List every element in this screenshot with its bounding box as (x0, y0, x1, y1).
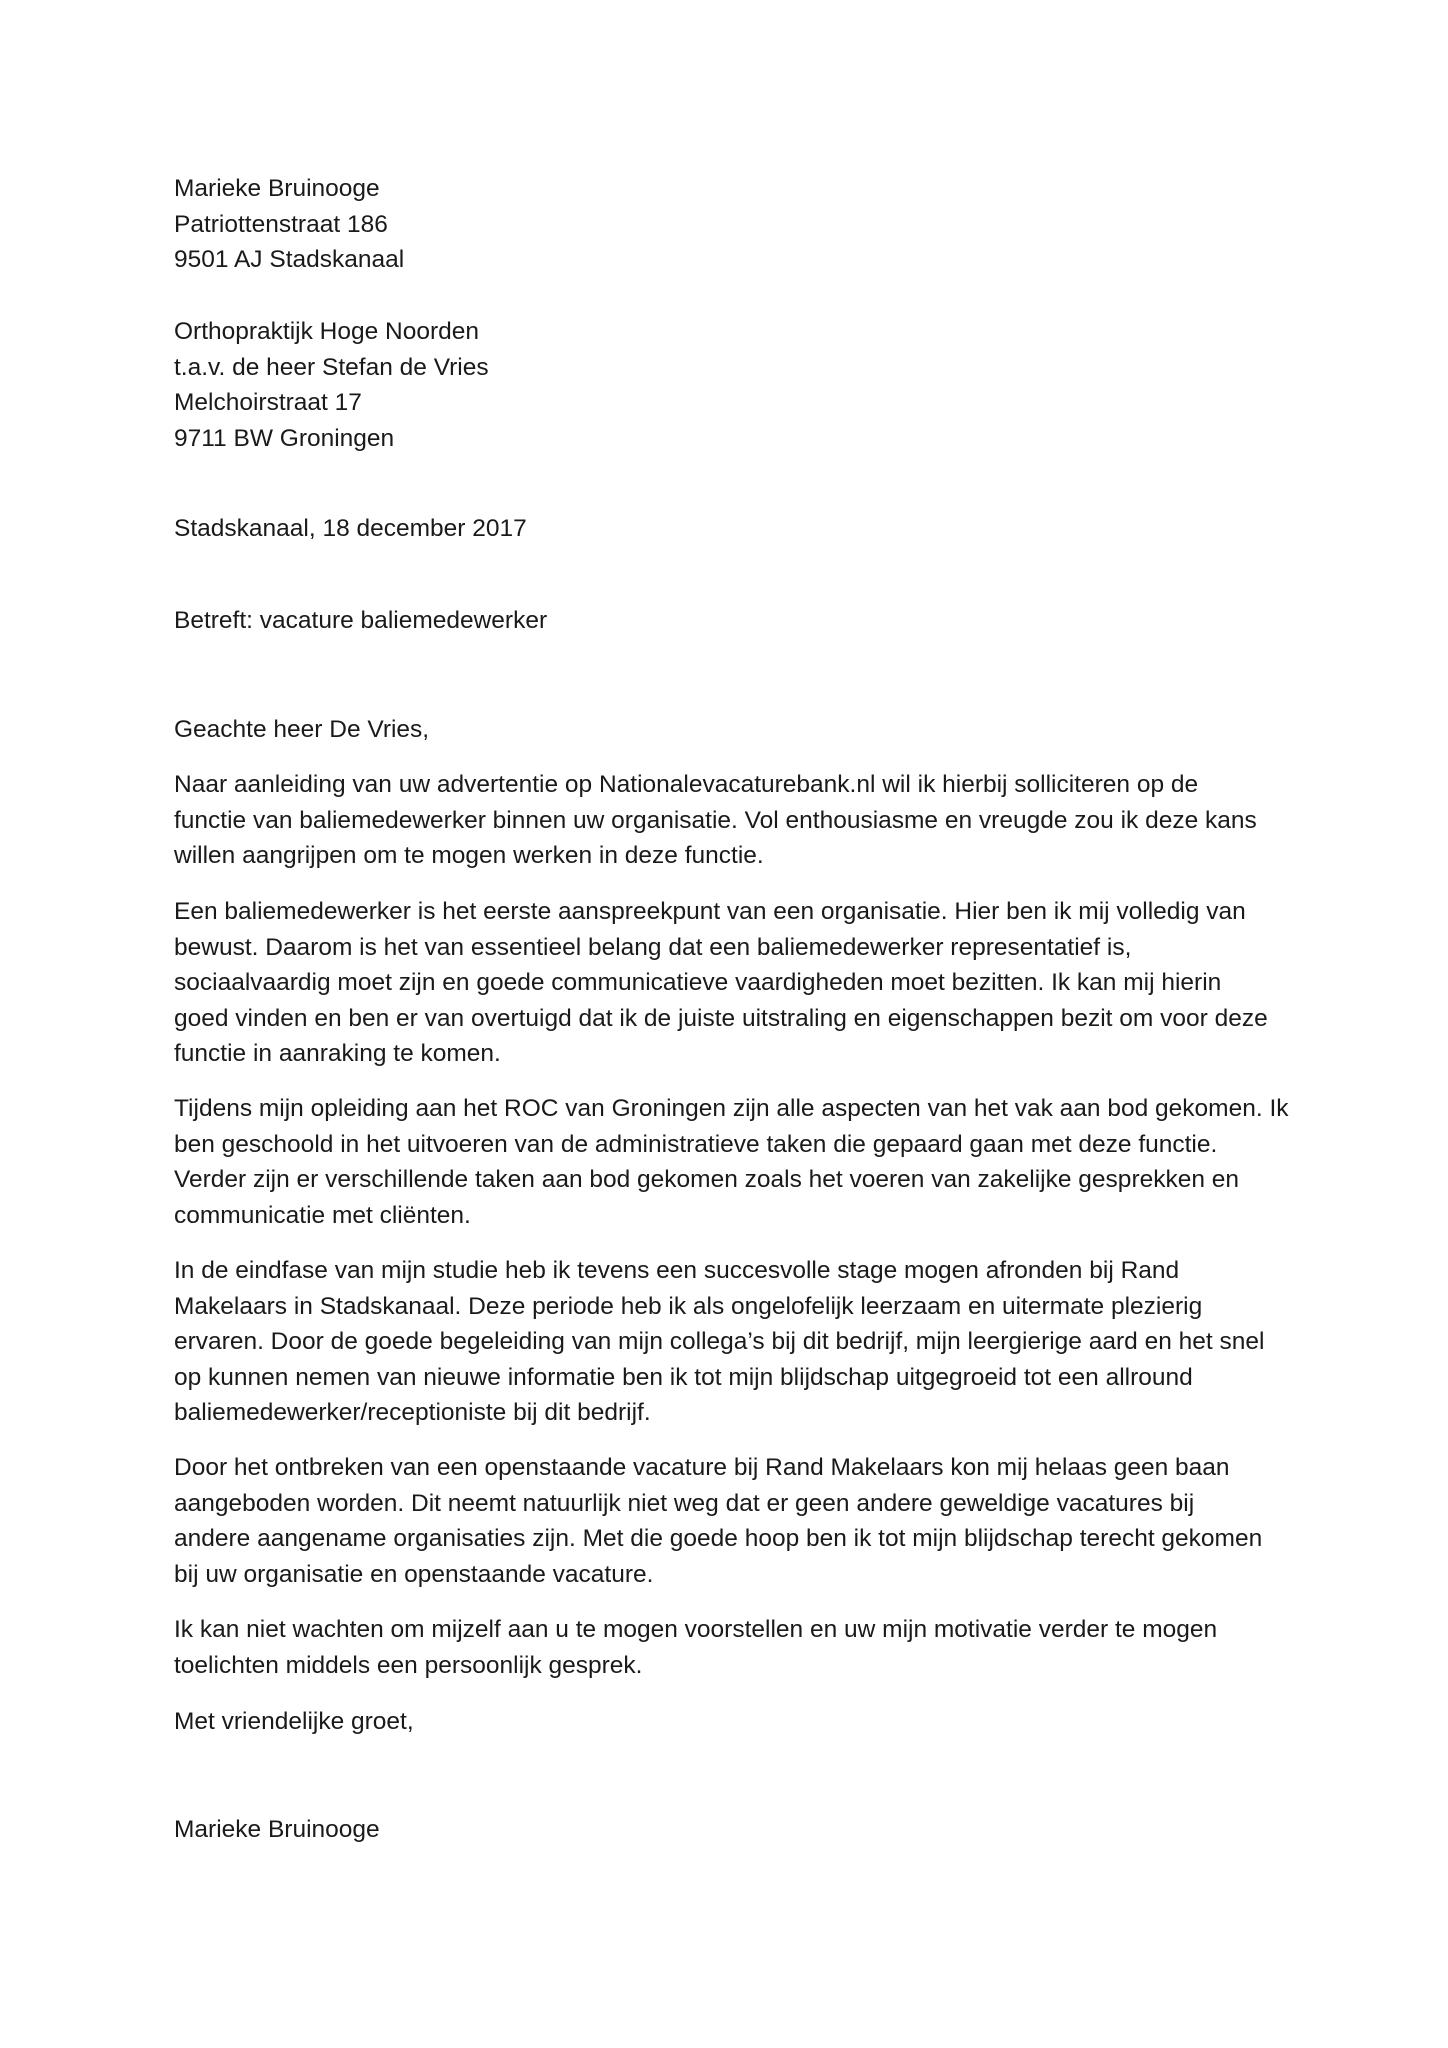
salutation: Geachte heer De Vries, (174, 716, 430, 743)
body-paragraph-5: Door het ontbreken van een openstaande vacature bij Rand Makelaars kon mij helaas geen baan aangeboden worden. Dit neemt natuurlijk niet weg dat er geen andere geweldige vacatures bij andere aangename organisaties zijn. Met die goede hoop ben ik tot mijn blijdschap terecht gekomen bij uw organisatie en openstaande vacature. (174, 1454, 1263, 1588)
subject-line: Betreft: vacature baliemedewerker (174, 607, 548, 634)
body-paragraph-6: Ik kan niet wachten om mijzelf aan u te mogen voorstellen en uw mijn motivatie verder te mogen toelichten middels een persoonlijk gesprek. (174, 1616, 1218, 1679)
sender-name: Marieke Bruinooge (174, 175, 380, 202)
recipient-street: Melchoirstraat 17 (174, 389, 362, 416)
body-paragraph-1: Naar aanleiding van uw advertentie op Nationalevacaturebank.nl wil ik hierbij solliciteren op de functie van baliemedewerker binnen uw organisatie. Vol enthousiasme en vreugde zou ik deze kans willen aangrijpen om te mogen werken in deze functie. (174, 771, 1257, 869)
recipient-attention: t.a.v. de heer Stefan de Vries (174, 353, 489, 381)
body-paragraph-3: Tijdens mijn opleiding aan het ROC van Groningen zijn alle aspecten van het vak aan bod gekomen. Ik ben geschoold in het uitvoeren van de administratieve taken die gepaard gaan met deze functie. Verder zijn er verschillende taken aan bod gekomen zoals het voeren van zakelijke gesprekken en communicatie met cliënten. (174, 1095, 1289, 1229)
signature-name: Marieke Bruinooge (174, 1816, 380, 1843)
body-paragraph-4: In de eindfase van mijn studie heb ik tevens een succesvolle stage mogen afronden bij Rand Makelaars in Stadskanaal. Deze periode heb ik als ongelofelijk leerzaam en uitermate plezierig ervaren. Door de goede begeleiding van mijn collega’s bij dit bedrijf, mijn leergierige aard en het snel op kunnen nemen van nieuwe informatie ben ik tot mijn blijdschap uitgegroeid tot een allround baliemedewerker/receptioniste bij dit bedrijf. (174, 1257, 1265, 1426)
closing: Met vriendelijke groet, (174, 1708, 414, 1735)
recipient-address (174, 314, 1294, 456)
sender-city: 9501 AJ Stadskanaal (174, 246, 405, 273)
recipient-city: 9711 BW Groningen (174, 424, 395, 452)
date-line: Stadskanaal, 18 december 2017 (174, 515, 527, 542)
sender-address (174, 171, 1294, 278)
recipient-company: Orthopraktijk Hoge Noorden (174, 318, 480, 345)
sender-street: Patriottenstraat 186 (174, 210, 388, 238)
body-paragraph-2: Een baliemedewerker is het eerste aanspreekpunt van een organisatie. Hier ben ik mij volledig van bewust. Daarom is het van essentieel belang dat een baliemedewerker representatief is, sociaalvaardig moet zijn en goede communicatieve vaardigheden moet bezitten. Ik kan mij hierin goed vinden en ben er van overtuigd dat ik de juiste uitstraling en eigenschappen bezit om voor deze functie in aanraking te komen. (174, 898, 1268, 1067)
